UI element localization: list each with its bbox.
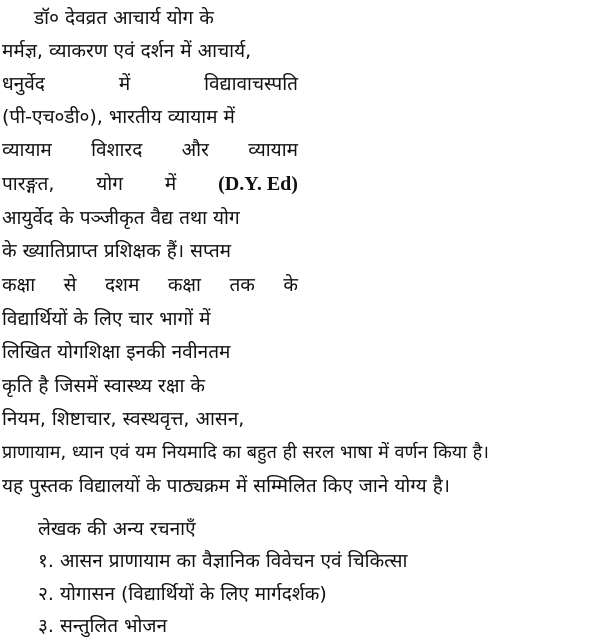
text-line-7: आयुर्वेद के पञ्जीकृत वैद्य तथा योग xyxy=(2,207,240,229)
word: धनुर्वेद xyxy=(2,73,45,95)
word: और xyxy=(181,139,209,161)
text-line-2: मर्मज्ञ, व्याकरण एवं दर्शन में आचार्य, xyxy=(2,40,252,62)
word: विशारद xyxy=(91,139,143,161)
text-line-14: प्राणायाम, ध्यान एवं यम नियमादि का बहुत ही सरल भाषा में वर्णन किया है। xyxy=(2,442,489,463)
list-item: १. आसन प्राणायाम का वैज्ञानिक विवेचन एवं चिकित्सा xyxy=(38,550,408,572)
word: कक्षा xyxy=(167,274,201,296)
list-item: ३. सन्तुलित भोजन xyxy=(38,615,168,637)
word: पारङ्गत, xyxy=(2,173,55,195)
other-works-heading: लेखक की अन्य रचनाएँ xyxy=(38,518,196,540)
word: कक्षा xyxy=(2,274,36,296)
word: व्यायाम xyxy=(2,139,52,161)
word: के xyxy=(283,274,298,296)
text-line-5 xyxy=(2,136,298,164)
text-line-12: कृति है जिसमें स्वास्थ्य रक्षा के xyxy=(2,375,206,397)
word: में xyxy=(164,173,177,195)
list-item: २. योगासन (विद्यार्थियों के लिए मार्गदर्शक) xyxy=(38,583,327,605)
word: विद्यावाचस्पति xyxy=(204,73,298,95)
word: योग xyxy=(96,173,123,195)
degree-abbreviation: (D.Y. Ed) xyxy=(218,173,298,195)
text-line-11: लिखित योगशिक्षा इनकी नवीनतम xyxy=(2,341,231,363)
text-line-8: के ख्यातिप्राप्त प्रशिक्षक हैं। सप्तम xyxy=(2,240,232,262)
word: व्यायाम xyxy=(248,139,298,161)
text-line-3 xyxy=(2,70,298,98)
word: तक xyxy=(229,274,255,296)
text-line-10: विद्यार्थियों के लिए चार भागों में xyxy=(2,308,211,330)
word: दशम xyxy=(104,274,140,296)
text-line-9 xyxy=(2,271,298,299)
text-line-15: यह पुस्तक विद्यालयों के पाठ्यक्रम में सम्मिलित किए जाने योग्य है। xyxy=(2,475,450,497)
text-line-1: डॉ० देवव्रत आचार्य योग के xyxy=(34,7,214,29)
word: में xyxy=(118,73,131,95)
text-line-13: नियम, शिष्टाचार, स्वस्थवृत्त, आसन, xyxy=(2,408,245,430)
text-line-4: (पी-एच०डी०), भारतीय व्यायाम में xyxy=(2,106,235,128)
word: से xyxy=(63,274,77,296)
text-line-6 xyxy=(2,170,298,198)
